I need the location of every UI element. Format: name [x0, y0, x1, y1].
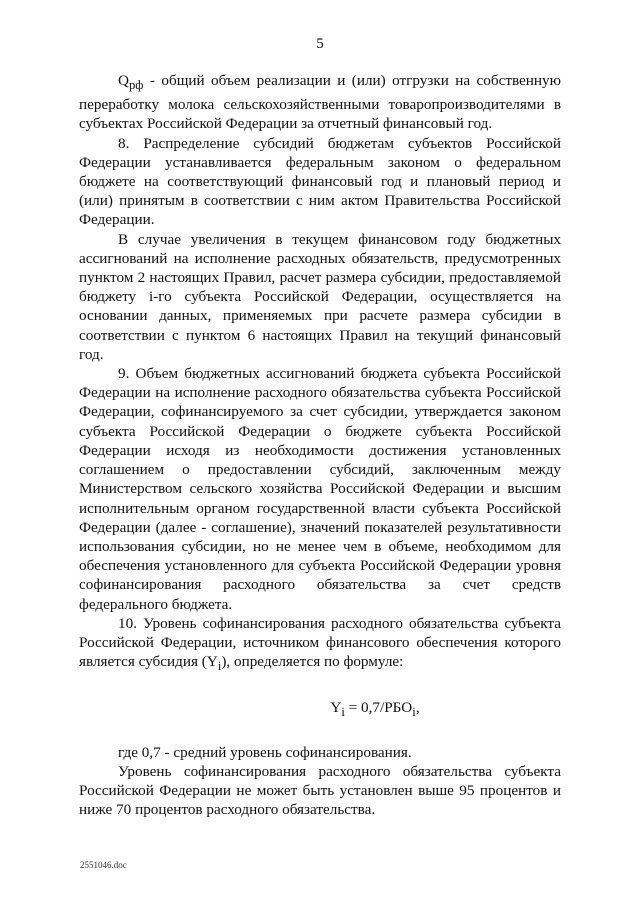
formula	[79, 698, 561, 722]
paragraph-10-tail: ), определяется по формуле:	[221, 653, 404, 671]
paragraph-10	[79, 614, 561, 677]
paragraph-increase-case: В случае увеличения в текущем финансовом году бюджетных ассигнований на исполнение расходных обязательств, предусмотренных пунктом 2 настоящих Правил, расчет размера субсидии, предоставляемой бюджету i-го субъекта Российской Федерации, осуществляется на основании данных, применяемых при расчете размера субсидии в соответствии с пунктом 6 настоящих Правил на текущий финансовый год.	[79, 230, 561, 363]
paragraph-limits: Уровень софинансирования расходного обязательства субъекта Российской Федерации не может быть установлен выше 95 процентов и ниже 70 процентов расходного обязательства.	[79, 762, 561, 819]
footer-filename: 2551046.doc	[80, 860, 127, 870]
page-number: 5	[316, 36, 324, 52]
formula-tail: ,	[415, 699, 420, 717]
formula-rbo-subscript: i	[412, 705, 416, 720]
q-definition-text: - общий объем реализации и (или) отгрузки на собственную переработку молока сельскохозяйственными товаропроизводителями в субъектах Российской Федерации за отчетный финансовый год.	[79, 72, 561, 133]
paragraph-where: где 0,7 - средний уровень софинансирования.	[118, 743, 412, 761]
formula-y: Y	[330, 699, 342, 717]
paragraph-q-definition	[79, 71, 561, 134]
q-symbol: Q	[118, 72, 129, 89]
document-body	[79, 71, 561, 819]
paragraph-8: 8. Распределение субсидий бюджетам субъектов Российской Федерации устанавливается федеральным законом о федеральном бюджете на соответствующий финансовый год и плановый период и (или) принятым в соответствии с ним актом Правительства Российской Федерации.	[79, 134, 561, 229]
q-subscript: рф	[128, 78, 144, 93]
paragraph-10-subscript: i	[217, 659, 222, 674]
paragraph-9: 9. Объем бюджетных ассигнований бюджета субъекта Российской Федерации на исполнение расходного обязательства субъекта Российской Федерации, софинансируемого за счет субсидии, утверждается законом субъекта Российской Федерации о бюджете субъекта Российской Федерации исходя из необходимости достижения установленных соглашением о предоставлении субсидий, заключенным между Министерством сельского хозяйства Российской Федерации и высшим исполнительным органом государственной власти субъекта Российской Федерации (далее - соглашение), значений показателей результативности использования субсидии, но не менее чем в объеме, необходимом для обеспечения установленного для субъекта Российской Федерации уровня софинансирования расходного обязательства за счет средств федерального бюджета.	[79, 365, 561, 613]
formula-body: = 0,7/РБО	[344, 699, 413, 717]
formula-y-subscript: i	[341, 705, 345, 720]
paragraph-10-text: 10. Уровень софинансирования расходного обязательства субъекта Российской Федерации, источником финансового обеспечения которого является субсидия (Y	[79, 614, 561, 671]
